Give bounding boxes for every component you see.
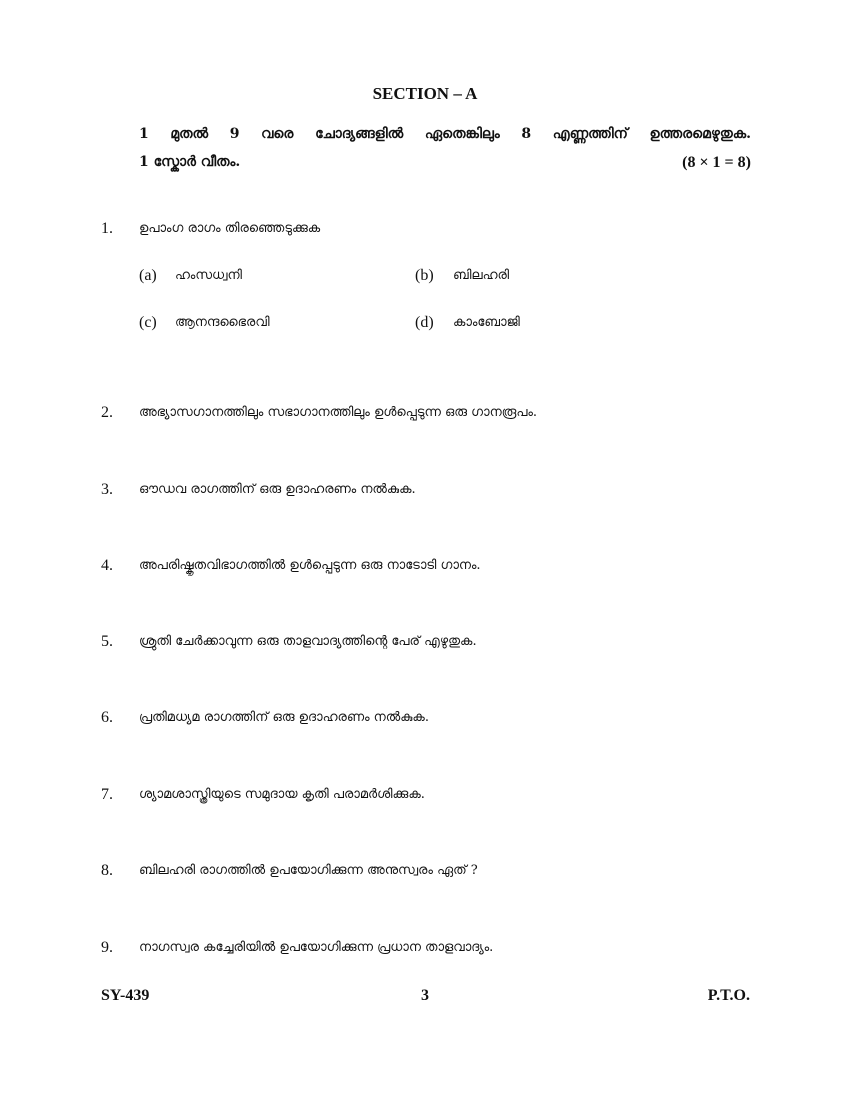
instructions-line-2: 1 സ്കോർ വീതം.	[139, 154, 241, 170]
option-text: ആനന്ദഭൈരവി	[175, 315, 270, 330]
question-number: 8.	[101, 862, 113, 879]
question-text: ശ്യാമശാസ്ത്രിയുടെ സമുദായ കൃതി പരാമർശിക്കുക.	[139, 787, 425, 802]
question-number: 3.	[101, 481, 113, 498]
question-text: അപരിഷ്കൃതവിഭാഗത്തിൽ ഉൾപ്പെടുന്ന ഒരു നാടോടി ഗാനം.	[139, 558, 481, 573]
question-number: 2.	[101, 404, 113, 421]
question-number: 7.	[101, 786, 113, 803]
option-label: (d)	[415, 314, 434, 331]
instructions-line-1: 1 മുതൽ 9 വരെ ചോദ്യങ്ങളിൽ ഏതെങ്കിലും 8 എണ്ണത്തിന് ഉത്തരമെഴുതുക.	[139, 126, 751, 142]
option-text: ബിലഹരി	[453, 268, 510, 283]
question-number: 6.	[101, 709, 113, 726]
paper-code: SY-439	[101, 987, 150, 1004]
question-text: ഉപാംഗ രാഗം തിരഞ്ഞെടുക്കുക	[139, 221, 321, 236]
question-text: ഔഡവ രാഗത്തിന് ഒരു ഉദാഹരണം നൽകുക.	[139, 482, 416, 497]
please-turn-over: P.T.O.	[707, 987, 750, 1004]
question-text: ശ്രുതി ചേർക്കാവുന്ന ഒരു താളവാദ്യത്തിന്റെ പേര് എഴുതുക.	[139, 634, 477, 649]
question-number: 5.	[101, 633, 113, 650]
option-label: (b)	[415, 267, 434, 284]
question-text: നാഗസ്വര കച്ചേരിയിൽ ഉപയോഗിക്കുന്ന പ്രധാന താളവാദ്യം.	[139, 940, 494, 955]
option-label: (c)	[139, 314, 157, 331]
question-text: അഭ്യാസഗാനത്തിലും സഭാഗാനത്തിലും ഉൾപ്പെടുന്ന ഒരു ഗാനരൂപം.	[139, 405, 538, 420]
question-text: ബിലഹരി രാഗത്തിൽ ഉപയോഗിക്കുന്ന അനുസ്വരം ഏത് ?	[139, 863, 478, 878]
question-number: 1.	[101, 220, 113, 237]
option-label: (a)	[139, 267, 157, 284]
question-text: പ്രതിമധ്യമ രാഗത്തിന് ഒരു ഉദാഹരണം നൽകുക.	[139, 710, 429, 725]
marks-scheme: (8 × 1 = 8)	[682, 154, 751, 171]
section-title: SECTION – A	[372, 84, 478, 103]
option-text: ഹംസധ്വനി	[175, 268, 242, 283]
page-number: 3	[421, 987, 429, 1004]
question-number: 9.	[101, 939, 113, 956]
question-number: 4.	[101, 557, 113, 574]
option-text: കാംബോജി	[453, 315, 520, 330]
